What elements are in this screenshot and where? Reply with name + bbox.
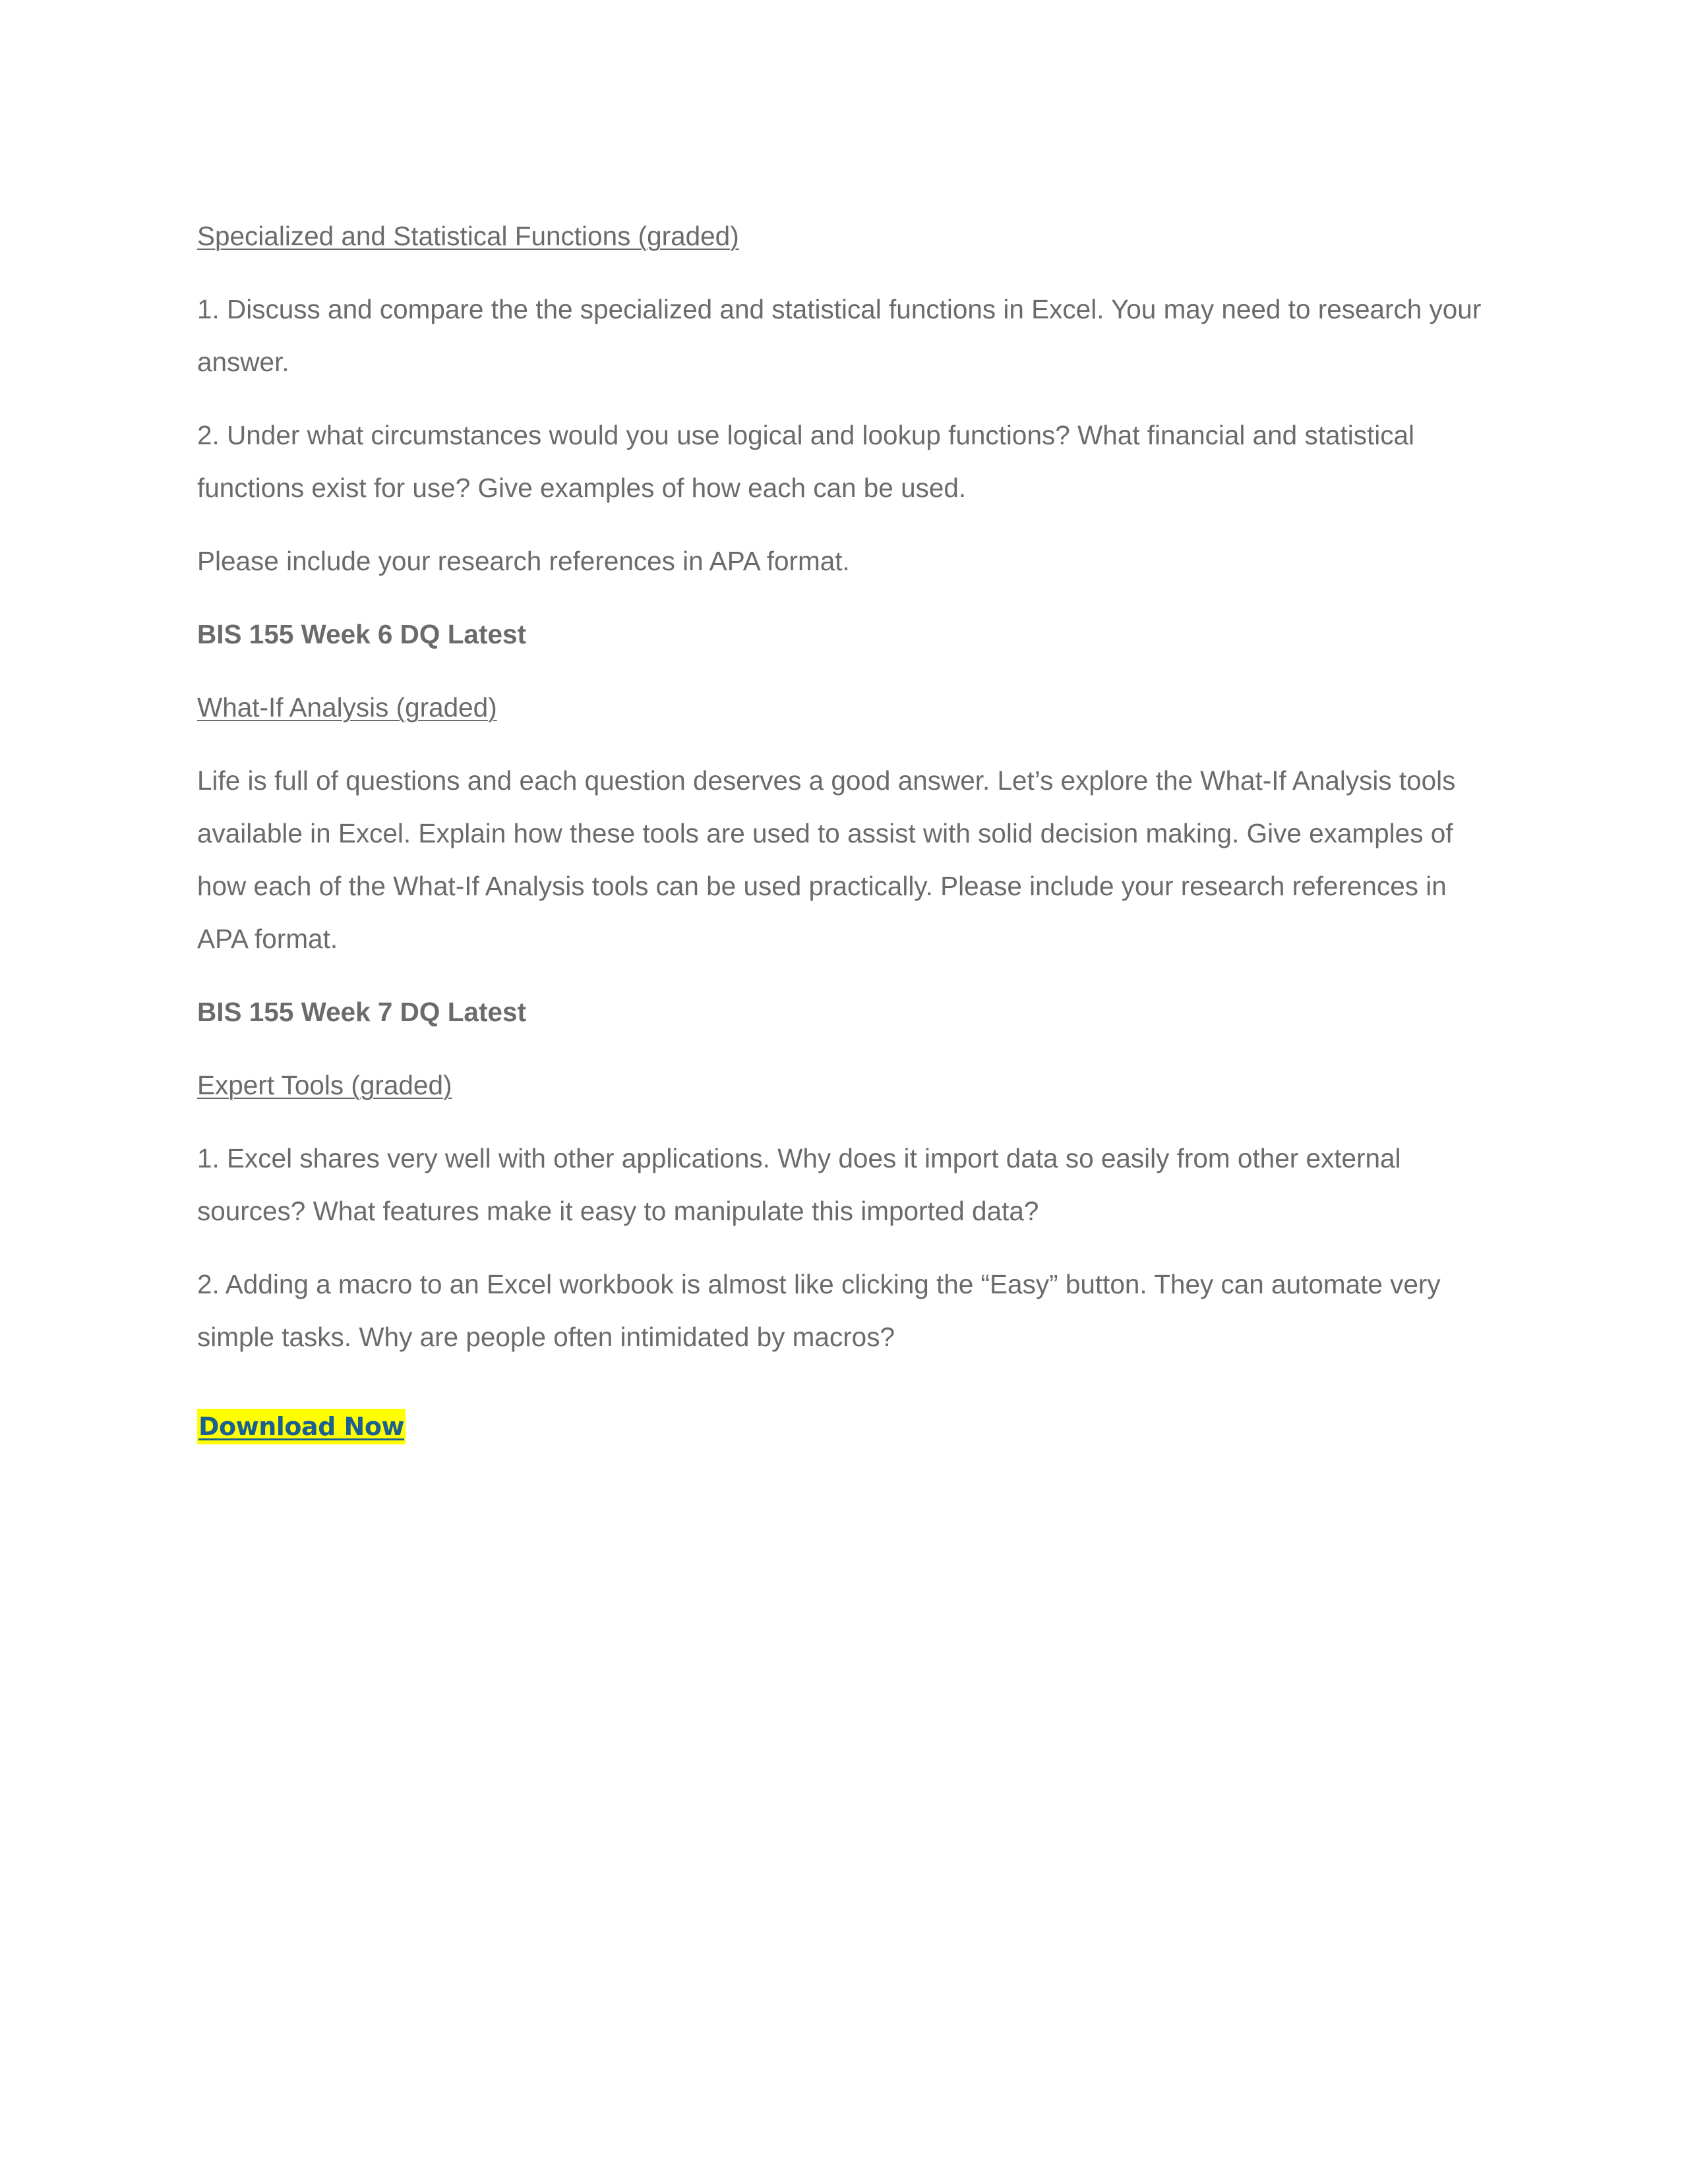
section-title-text: Expert Tools (graded) — [197, 1070, 452, 1100]
question-paragraph: 1. Discuss and compare the the specialized and statistical functions in Excel. You may need to research your answer. — [197, 294, 1482, 377]
week7-heading: BIS 155 Week 7 DQ Latest — [197, 997, 526, 1027]
question-paragraph: 2. Adding a macro to an Excel workbook is almost like clicking the “Easy” button. They can automate very simple tasks. Why are people often intimidated by macros? — [197, 1269, 1441, 1352]
section-title-text: What-If Analysis (graded) — [197, 692, 497, 723]
section-title-specialized-functions — [197, 210, 1490, 262]
instruction-paragraph: Please include your research references in APA format. — [197, 546, 850, 576]
question-paragraph: 1. Excel shares very well with other applications. Why does it import data so easily from other external sources? What features make it easy to manipulate this imported data? — [197, 1143, 1401, 1226]
section-title-what-if-analysis — [197, 681, 1490, 734]
download-container — [197, 1400, 1490, 1452]
week6-heading: BIS 155 Week 6 DQ Latest — [197, 619, 526, 649]
section-title-expert-tools — [197, 1059, 1490, 1111]
document-body — [197, 210, 1490, 1452]
question-paragraph: 2. Under what circumstances would you use logical and lookup functions? What financial and statistical functions exist for use? Give examples of how each can be used. — [197, 420, 1414, 503]
download-now-link[interactable]: Download Now — [197, 1409, 406, 1444]
section-title-text: Specialized and Statistical Functions (graded) — [197, 221, 739, 251]
body-paragraph: Life is full of questions and each question deserves a good answer. Let’s explore the What-If Analysis tools available in Excel. Explain how these tools are used to assist with solid decision making. Give examples of how each of the What-If Analysis tools can be used practically. Please include your research references in APA format. — [197, 765, 1456, 954]
